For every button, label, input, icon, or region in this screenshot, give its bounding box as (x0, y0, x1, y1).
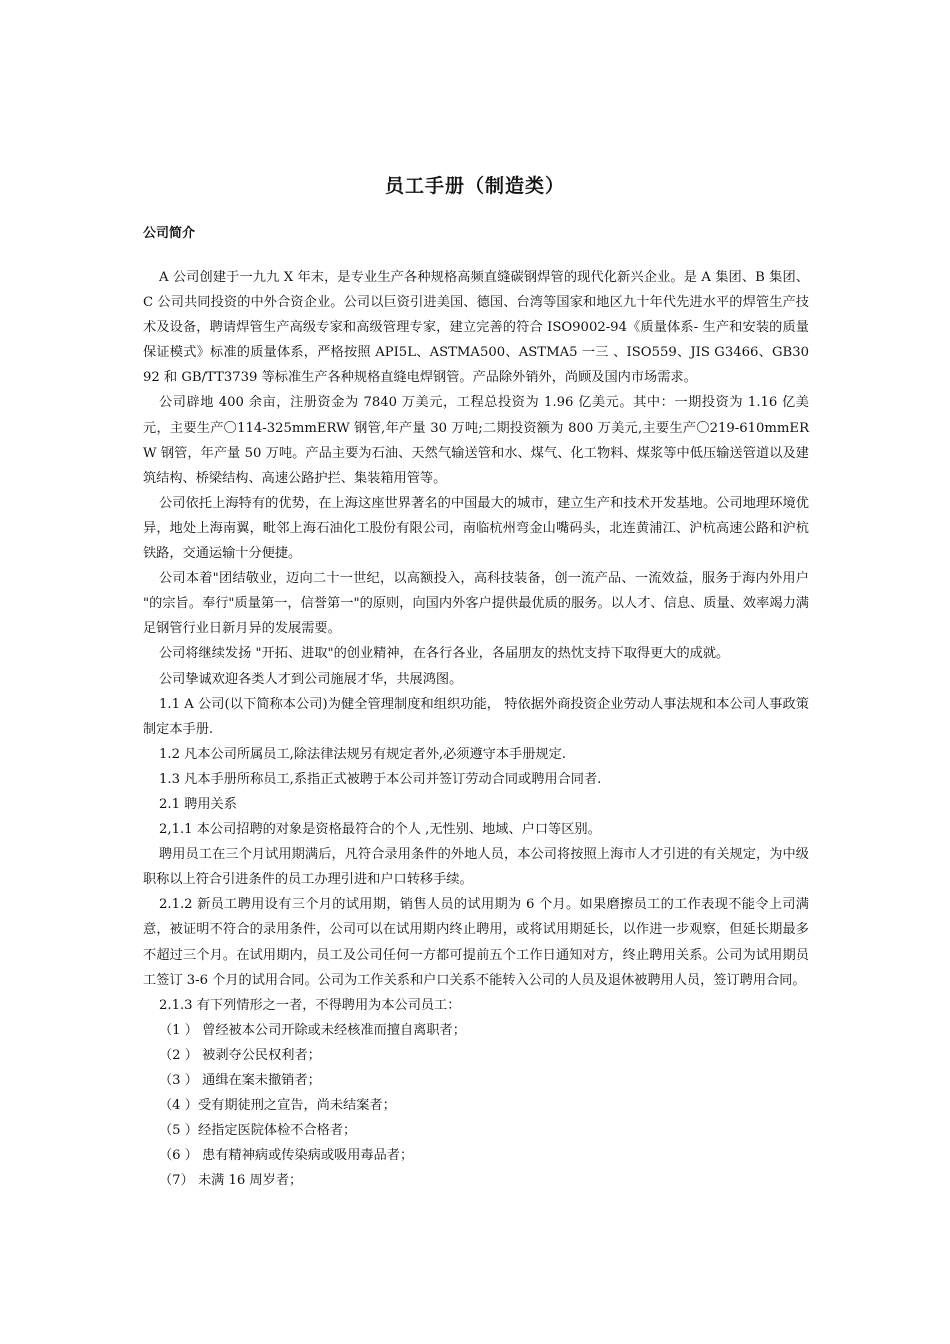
paragraph: 1.3 凡本手册所称员工,系指正式被聘于本公司并签订劳动合同或聘用合同者. (159, 771, 602, 787)
list-item: （7） 未满 16 周岁者； (159, 1173, 303, 1189)
list-item: （3 ） 通缉在案未撤销者； (159, 1073, 321, 1088)
paragraph: 2.1.2 新员工聘用设有三个月的试用期，销售人员的试用期为 6 个月。如果磨擦员工的工作表现不能令上司满意，被证明不符合的录用条件，公司可以在试用期内终止聘用，或将试用期延长，以作进一步观察，但延长期最多不超过三个月。在试用期内，员工及公司任何一方都可提前五个工作日通知对方，终止聘用关系。公司为试用期员工签订 3-6 个月的试用合同。公司为工作关系和户口关系不能转入公司的人员及退休被聘用人员，签订聘用合同。 (143, 897, 809, 988)
paragraph: 2.1 聘用关系 (159, 796, 237, 812)
paragraph: 1.1 A 公司(以下简称本公司)为健全管理制度和组织功能， 特依据外商投资企业劳动人事法规和本公司人事政策制定本手册. (143, 696, 809, 737)
list-item: （2 ） 被剥夺公民权利者； (159, 1047, 321, 1063)
document-title: 员工手册（制造类） (384, 175, 565, 197)
list-item: （4 ）受有期徒刑之宣告，尚未结案者； (159, 1098, 396, 1114)
paragraph: 公司辟地 400 余亩，注册资金为 7840 万美元，工程总投资为 1.96 亿美元。其中：一期投资为 1.16 亿美元，主要生产〇114-325mmERW 钢管,年产量 30 万吨;二期投资额为 800 万美元,主要生产〇219-610mmERW 钢管，年产量 50 万吨。产品主要为石油、天然气输送管和水、煤气、化工物料、煤浆等中低压输送管道以及建筑结构、桥梁结构、高速公路护拦、集装箱用管等。 (143, 395, 809, 486)
paragraph: A 公司创建于一九九 X 年末，是专业生产各种规格高频直缝碳钢焊管的现代化新兴企业。是 A 集团、B 集团、C 公司共同投资的中外合资企业。公司以巨资引进美国、德国、台湾等国家和地区九十年代先进水平的焊管生产技术及设备，聘请焊管生产高级专家和高级管理专家，建立完善的符合 ISO9002-94《质量体系- 生产和安装的质量保证模式》标准的质量体系，严格按照 API5L、ASTMA500、ASTMA5 一三 、ISO559、JIS G3466、GB3092 和 GB/TT3739 等标准生产各种规格直缝电焊钢管。产品除外销外，尚顾及国内市场需求。 (143, 270, 809, 386)
section-heading: 公司简介 (143, 226, 196, 241)
paragraph: 公司本着"团结敬业，迈向二十一世纪，以高额投入，高科技装备，创一流产品、一流效益，服务于海内外用户 "的宗旨。奉行"质量第一，信誉第一"的原则，向国内外客户提供最优质的服务。以人才、信息、质量、效率竭力满足钢管行业日新月异的发展需要。 (143, 571, 809, 637)
list-item: （1 ） 曾经被本公司开除或未经核准而擅自离职者； (159, 1022, 466, 1038)
paragraph: 公司依托上海特有的优势，在上海这座世界著名的中国最大的城市，建立生产和技术开发基地。公司地理环境优异，地处上海南翼，毗邻上海石油化工股份有限公司，南临杭州弯金山嘴码头，北连黄浦江、沪杭高速公路和沪杭铁路，交通运输十分便捷。 (143, 495, 809, 562)
list-item: （5 ）经指定医院体检不合格者； (159, 1123, 357, 1139)
paragraph: 1.2 凡本公司所属员工,除法律法规另有规定者外,必须遵守本手册规定. (159, 746, 566, 762)
paragraph: 2.1.3 有下列情形之一者，不得聘用为本公司员工： (159, 997, 461, 1013)
document-body (143, 265, 809, 1193)
list-item: （6 ） 患有精神病或传染病或吸用毒品者； (159, 1148, 414, 1164)
paragraph: 聘用员工在三个月试用期满后，凡符合录用条件的外地人员，本公司将按照上海市人才引进的有关规定，为中级职称以上符合引进条件的员工办理引进和户口转移手续。 (143, 847, 809, 888)
paragraph: 公司将继续发扬 "开拓、进取"的创业精神，在各行各业，各届朋友的热忱支持下取得更大的成就。 (159, 646, 730, 662)
paragraph: 公司挚诚欢迎各类人才到公司施展才华，共展鸿图。 (159, 671, 463, 687)
paragraph: 2,1.1 本公司招聘的对象是资格最符合的个人 ,无性别、地域、户口等区别。 (159, 822, 601, 838)
